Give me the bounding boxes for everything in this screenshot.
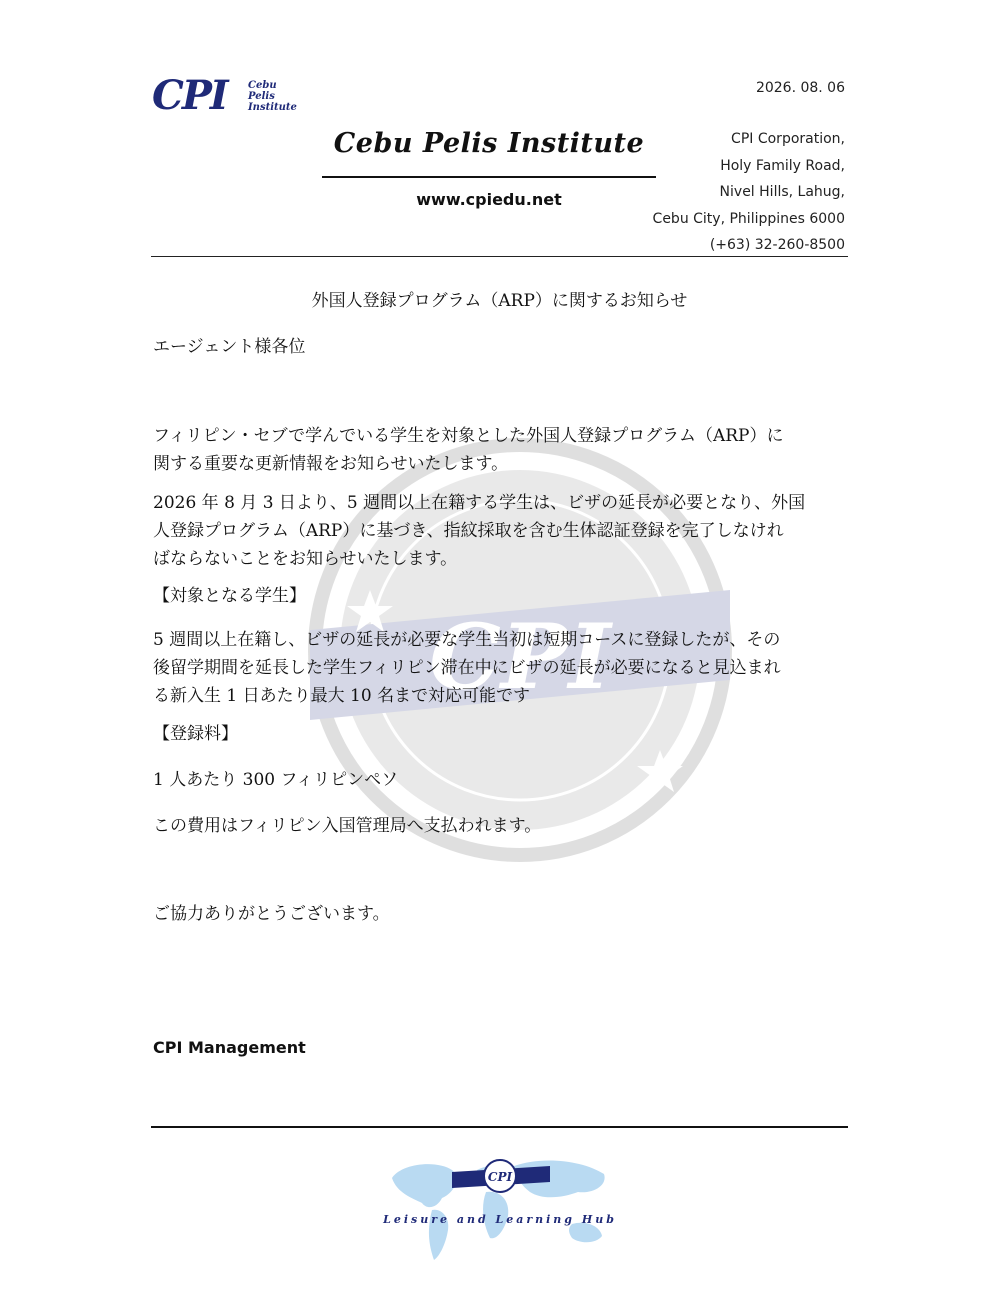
- fee-amount: 1 人あたり 300 フィリピンペソ: [153, 770, 399, 790]
- badge-cpi-text: CPI: [487, 1170, 513, 1184]
- paragraph-line: 2026 年 8 月 3 日より、5 週間以上在籍する学生は、ビザの延長が必要となり、外国: [153, 493, 806, 513]
- closing-line: ご協力ありがとうございます。: [153, 904, 390, 924]
- salutation: エージェント様各位: [153, 337, 306, 357]
- address-block: [653, 126, 845, 259]
- header-divider: [151, 256, 848, 257]
- paragraph-line: 関する重要な更新情報をお知らせいたします。: [153, 454, 509, 474]
- footer-divider: [151, 1126, 848, 1128]
- address-line: CPI Corporation,: [731, 131, 845, 147]
- students-paragraph: [153, 626, 843, 710]
- address-line: Holy Family Road,: [720, 157, 845, 174]
- logo-cpi-text: CPI: [152, 72, 227, 119]
- footer-tagline: Leisure and Learning Hub: [383, 1213, 617, 1226]
- signature: CPI Management: [153, 1038, 306, 1057]
- address-line: Cebu City, Philippines 6000: [652, 210, 845, 227]
- paragraph-line: 人登録プログラム（ARP）に基づき、指紋採取を含む生体認証登録を完了しなけれ: [153, 521, 784, 541]
- organization-name: Cebu Pelis Institute: [333, 128, 645, 159]
- intro-paragraph: [153, 422, 843, 478]
- paragraph-line: フィリピン・セブで学んでいる学生を対象とした外国人登録プログラム（ARP）に: [153, 426, 784, 446]
- world-map-logo: [382, 1148, 618, 1268]
- students-heading: 【対象となる学生】: [153, 586, 306, 606]
- paragraph-line: る新入生 1 日あたり最大 10 名まで対応可能です: [153, 686, 531, 706]
- paragraph-line: ばならないことをお知らせいたします。: [153, 549, 458, 569]
- paragraph-line: 後留学期間を延長した学生フィリピン滞在中にビザの延長が必要になると見込まれ: [153, 658, 781, 678]
- svg-text:CPI: CPI: [429, 604, 611, 710]
- address-line: Nivel Hills, Lahug,: [719, 184, 845, 200]
- paragraph-line: 5 週間以上在籍し、ビザの延長が必要な学生当初は短期コースに登録したが、その: [153, 630, 781, 650]
- notice-title: 外国人登録プログラム（ARP）に関するお知らせ: [311, 291, 688, 311]
- cpi-logo: [152, 72, 302, 119]
- fee-heading: 【登録料】: [153, 724, 238, 744]
- logo-subtext: [248, 80, 297, 113]
- letter-date: 2026. 08. 06: [755, 80, 845, 96]
- phone-number: (+63) 32-260-8500: [709, 237, 845, 253]
- announcement-paragraph: [153, 489, 843, 573]
- website-url: www.cpiedu.net: [416, 190, 562, 209]
- title-underline: [322, 176, 656, 178]
- logo-sub-line: Institute: [248, 102, 297, 113]
- logo-sub-line: Pelis: [248, 91, 275, 102]
- fee-note: この費用はフィリピン入国管理局へ支払われます。: [153, 816, 542, 836]
- logo-sub-line: Cebu: [248, 80, 277, 91]
